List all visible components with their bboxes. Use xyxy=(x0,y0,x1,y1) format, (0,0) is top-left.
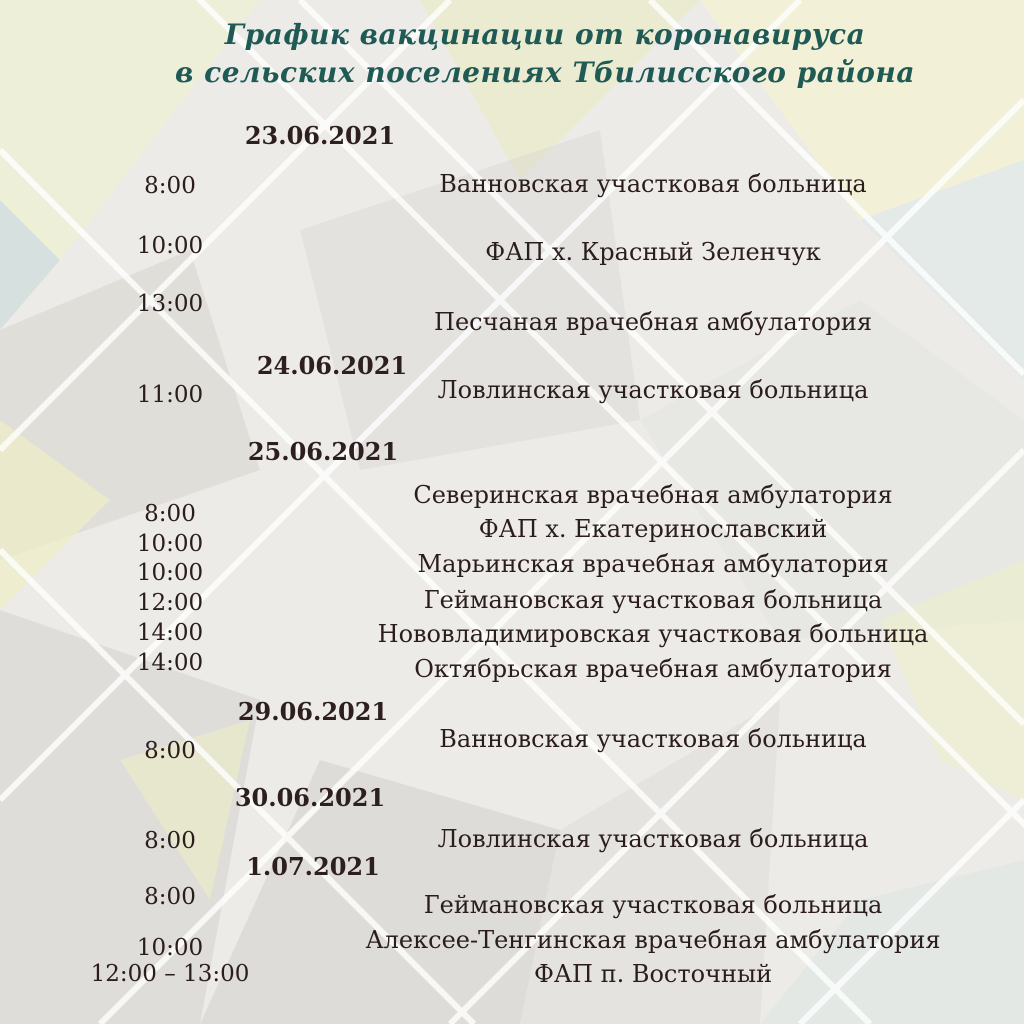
time-slot: 8:00 xyxy=(144,738,196,764)
place-name: Песчаная врачебная амбулатория xyxy=(434,308,872,336)
place-name: Марьинская врачебная амбулатория xyxy=(417,550,889,578)
time-slot: 14:00 xyxy=(136,650,204,676)
time-slot: 8:00 xyxy=(144,884,196,910)
place-name: ФАП х. Екатеринославский xyxy=(478,515,828,543)
place-name: Северинская врачебная амбулатория xyxy=(413,481,893,509)
time-slot: 10:00 xyxy=(136,935,204,961)
place-name: Ванновская участковая больница xyxy=(439,725,867,753)
place-name: ФАП х. Красный Зеленчук xyxy=(485,238,821,266)
time-slot: 8:00 xyxy=(144,173,196,199)
place-name: Алексее-Тенгинская врачебная амбулатория xyxy=(365,926,941,954)
place-name: Геймановская участковая больница xyxy=(423,891,883,919)
time-slot: 10:00 xyxy=(136,560,204,586)
date-heading: 24.06.2021 xyxy=(256,351,408,380)
time-slot: 8:00 xyxy=(144,501,196,527)
date-heading: 25.06.2021 xyxy=(247,437,399,466)
time-slot: 10:00 xyxy=(136,531,204,557)
place-name: Геймановская участковая больница xyxy=(423,586,883,614)
place-name: Ванновская участковая больница xyxy=(439,170,867,198)
date-heading: 23.06.2021 xyxy=(244,121,396,150)
time-slot: 11:00 xyxy=(136,382,204,408)
place-name: Ловлинская участковая больница xyxy=(437,825,869,853)
date-heading: 29.06.2021 xyxy=(237,697,389,726)
title-line-2: в сельских поселениях Тбилисского района xyxy=(175,56,915,89)
place-name: ФАП п. Восточный xyxy=(533,960,773,988)
time-slot: 8:00 xyxy=(144,828,196,854)
time-slot: 10:00 xyxy=(136,233,204,259)
time-slot: 12:00 – 13:00 xyxy=(90,961,250,987)
place-name: Октябрьская врачебная амбулатория xyxy=(414,655,892,683)
title-line-1: График вакцинации от коронавируса xyxy=(224,18,866,51)
time-slot: 13:00 xyxy=(136,291,204,317)
place-name: Нововладимировская участковая больница xyxy=(377,620,929,648)
time-slot: 12:00 xyxy=(136,590,204,616)
place-name: Ловлинская участковая больница xyxy=(437,376,869,404)
date-heading: 30.06.2021 xyxy=(234,783,386,812)
time-slot: 14:00 xyxy=(136,620,204,646)
date-heading: 1.07.2021 xyxy=(246,852,380,881)
